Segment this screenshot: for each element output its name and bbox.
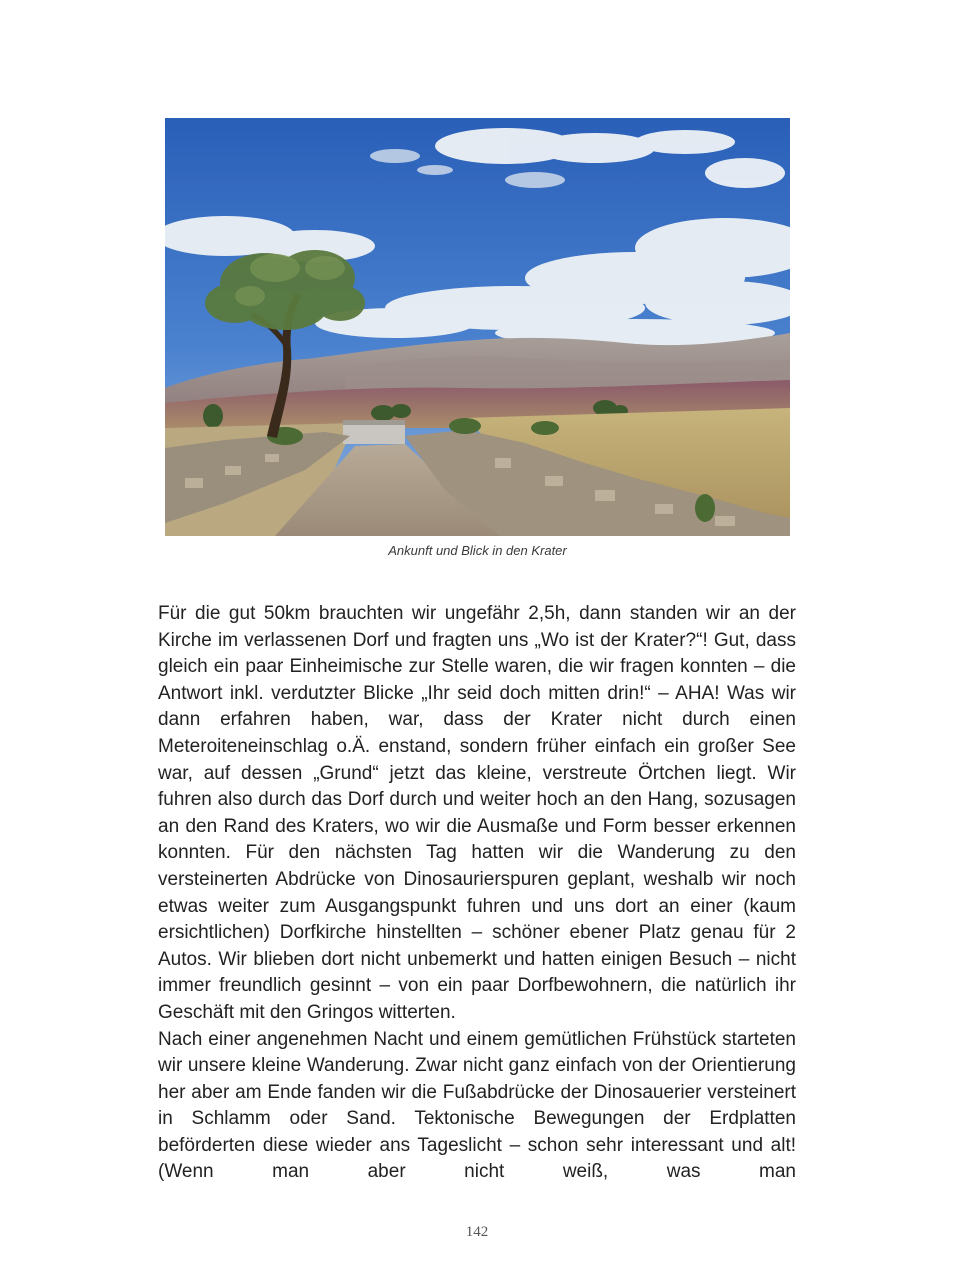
page-number: 142 bbox=[465, 1224, 489, 1240]
photo-caption: Ankunft und Blick in den Krater bbox=[388, 543, 567, 558]
body-text bbox=[158, 601, 796, 1186]
crater-landscape-photo bbox=[165, 118, 790, 536]
paragraph: Nach einer angenehmen Nacht und einem gemütlichen Frühstück starteten wir unsere kleine Wanderung. Zwar nicht ganz einfach von der Orientierung her aber am Ende fanden wir die Fußabdrücke der Dinosauerier versteinert in Schlamm oder Sand. Tektonische Bewegungen der Erdplatten beförderten diese wieder ans Tageslicht – schon sehr interessant und alt! (Wenn man aber nicht weiß, was man bbox=[158, 1028, 796, 1183]
paragraph: Für die gut 50km brauchten wir ungefähr 2,5h, dann standen wir an der Kirche im verlassenen Dorf und fragten uns „Wo ist der Krater?“! Gut, dass gleich ein paar Einheimische zur Stelle waren, die wir fragen konnten – die Antwort inkl. verdutzter Blicke „Ihr seid doch mitten drin!“ – AHA! Was wir dann erfahren haben, war, dass der Krater nicht durch einen Meteroiteneinschlag o.Ä. enstand, sondern früher einfach ein großer See war, auf dessen „Grund“ jetzt das kleine, verstreute Örtchen liegt. Wir fuhren also durch das Dorf durch und weiter hoch an den Hang, sozusagen an den Rand des Kraters, wo wir die Ausmaße und Form besser erkennen konnten. Für den nächsten Tag hatten wir die Wanderung zu den versteinerten Abdrücke von Dinosaurierspuren geplant, weshalb wir noch etwas weiter zum Ausgangspunkt fuhren und uns dort an einer (kaum ersichtlichen) Dorfkirche hinstellten – schöner ebener Platz genau für 2 Autos. Wir blieben dort nicht unbemerkt und hatten einigen Besuch – nicht immer freundlich gesinnt – von ein paar Dorfbewohnern, die natürlich ihr Geschäft mit den Gringos witterten. bbox=[158, 603, 796, 1023]
